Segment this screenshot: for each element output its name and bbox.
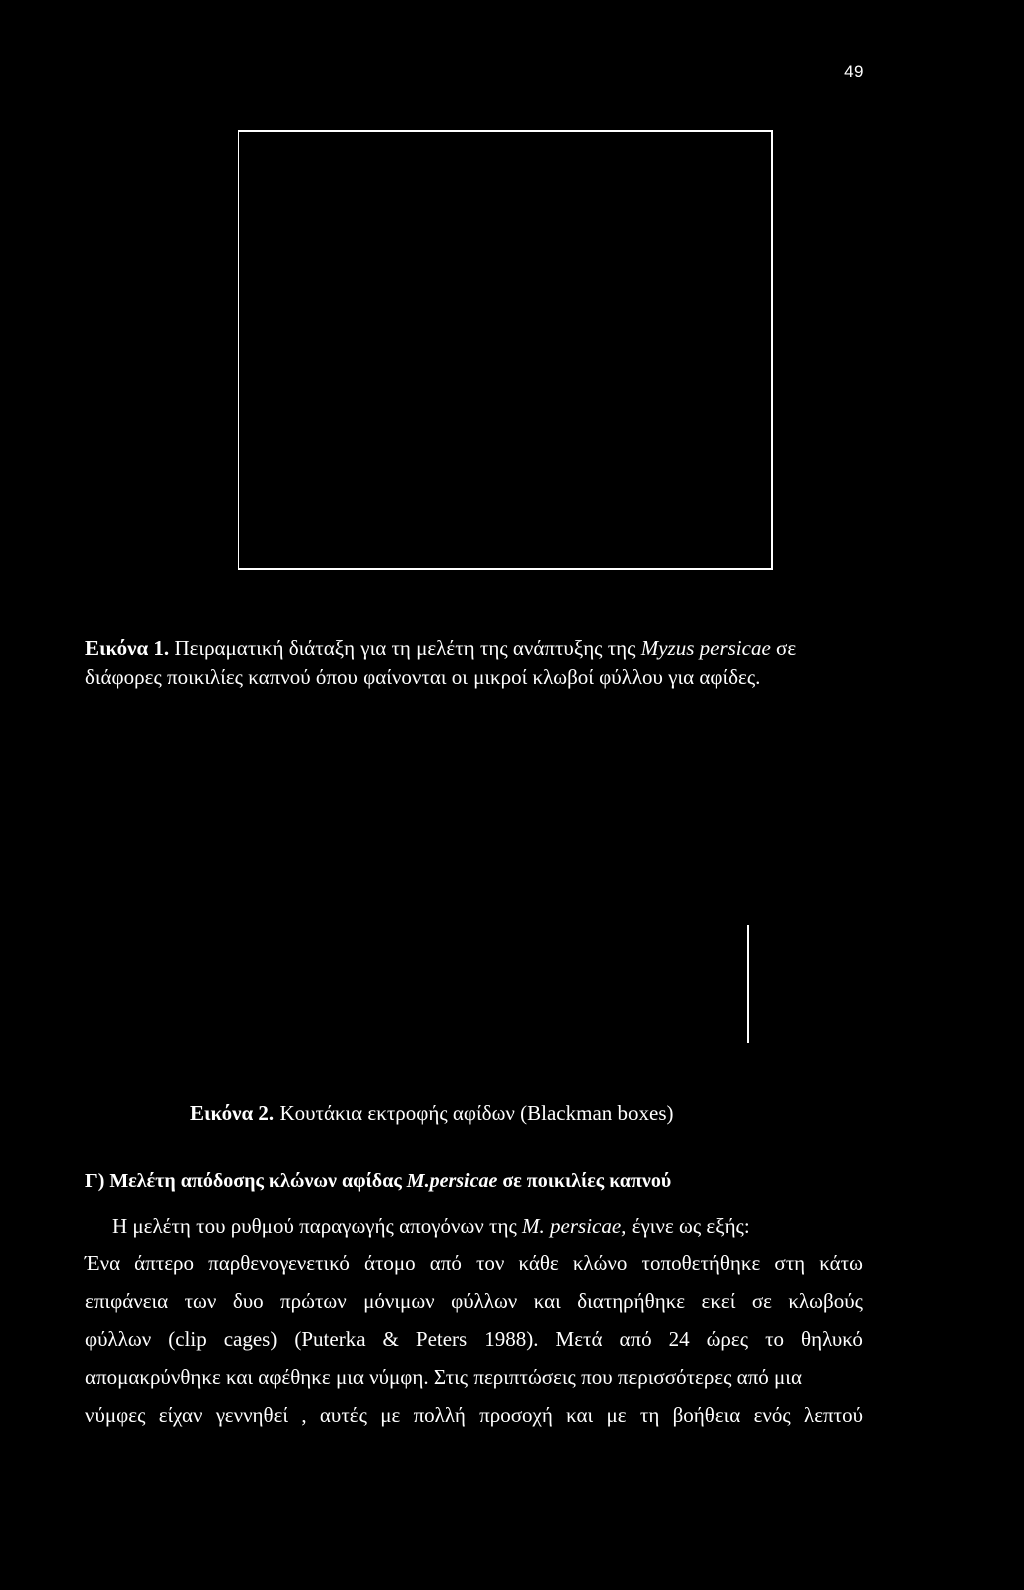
word: από [429, 1251, 462, 1275]
section-heading-species: M.persicae [406, 1170, 498, 1192]
word: με [606, 1403, 627, 1427]
word: στη [774, 1251, 806, 1275]
figure-1-caption-line-2: διάφορες ποικιλίες καπνού όπου φαίνονται οι μικροί κλωβοί φύλλου για αφίδες. [85, 665, 761, 689]
word: από [619, 1327, 652, 1351]
section-heading-text: Γ) Μελέτη απόδοσης κλώνων αφίδας [85, 1170, 407, 1192]
word: κλωβούς [788, 1289, 863, 1313]
word: δυο [232, 1289, 264, 1313]
word: Ένα [85, 1251, 121, 1275]
figure-1-caption [85, 634, 796, 692]
page-number: 49 [844, 62, 864, 81]
word: νύμφες [85, 1403, 146, 1427]
section-heading-text-end: σε ποικιλίες καπνού [497, 1170, 672, 1192]
figure-1-caption-text-end: σε [770, 636, 797, 660]
figure-1-species: Myzus persicae [640, 636, 771, 660]
word: θηλυκό [801, 1327, 863, 1351]
paragraph-line-6 [85, 1400, 863, 1430]
figure-2-label: Εικόνα 2. [190, 1101, 275, 1125]
word: κάθε [518, 1251, 559, 1275]
word: 1988). [484, 1327, 539, 1351]
word: (Puterka [294, 1327, 366, 1351]
word: κλώνο [572, 1251, 628, 1275]
word: ώρες [706, 1327, 749, 1351]
word: μόνιμων [363, 1289, 435, 1313]
word: cages) [223, 1327, 278, 1351]
figure-1-image-frame [238, 130, 773, 570]
word: Peters [415, 1327, 468, 1351]
word: είχαν [158, 1403, 203, 1427]
word: 24 [668, 1327, 690, 1351]
word: Μετά [555, 1327, 603, 1351]
word: τοποθετήθηκε [641, 1251, 761, 1275]
paragraph-line-2 [85, 1248, 863, 1278]
paragraph-line-5: απομακρύνθηκε και αφέθηκε μια νύμφη. Στις περιπτώσεις που περισσότερες από μια [85, 1365, 802, 1389]
paragraph-line-3 [85, 1286, 863, 1316]
figure-2-edge-line [747, 925, 749, 1043]
paragraph-line-1-text: Η μελέτη του ρυθμού παραγωγής απογόνων της [112, 1214, 523, 1238]
word: πρώτων [280, 1289, 347, 1313]
word: και [566, 1403, 594, 1427]
paragraph-line-1-species: M. persicae, [522, 1214, 627, 1238]
word: αυτές [319, 1403, 367, 1427]
word: εκεί [701, 1289, 736, 1313]
word: άπτερο [134, 1251, 195, 1275]
section-heading [85, 1170, 671, 1193]
word: ενός [753, 1403, 791, 1427]
figure-2-caption [190, 1099, 674, 1128]
word: (clip [168, 1327, 207, 1351]
word: άτομο [363, 1251, 416, 1275]
word: επιφάνεια [85, 1289, 169, 1313]
word: φύλλων [451, 1289, 518, 1313]
word: παρθενογενετικό [208, 1251, 350, 1275]
word: το [765, 1327, 785, 1351]
figure-1-caption-line-1 [85, 634, 796, 663]
word: & [382, 1327, 399, 1351]
word: προσοχή [479, 1403, 553, 1427]
word: πολλή [413, 1403, 466, 1427]
word: τον [475, 1251, 505, 1275]
word: λεπτού [804, 1403, 863, 1427]
word: βοήθεια [672, 1403, 741, 1427]
word: και [533, 1289, 561, 1313]
paragraph-line-1-text-end: έγινε ως εξής: [626, 1214, 750, 1238]
paragraph-line-1 [112, 1211, 750, 1241]
paragraph-line-4 [85, 1324, 863, 1354]
word: φύλλων [85, 1327, 152, 1351]
figure-1-caption-text: Πειραματική διάταξη για τη μελέτη της ανάπτυξης της [169, 636, 641, 660]
figure-1-label: Εικόνα 1. [85, 636, 170, 660]
word: , [301, 1403, 307, 1427]
word: γεννηθεί [215, 1403, 289, 1427]
word: με [380, 1403, 401, 1427]
word: κάτω [819, 1251, 863, 1275]
word: διατηρήθηκε [577, 1289, 686, 1313]
figure-2-caption-text: Κουτάκια εκτροφής αφίδων (Blackman boxes) [274, 1101, 674, 1125]
word: τη [639, 1403, 660, 1427]
word: σε [751, 1289, 772, 1313]
word: των [184, 1289, 217, 1313]
